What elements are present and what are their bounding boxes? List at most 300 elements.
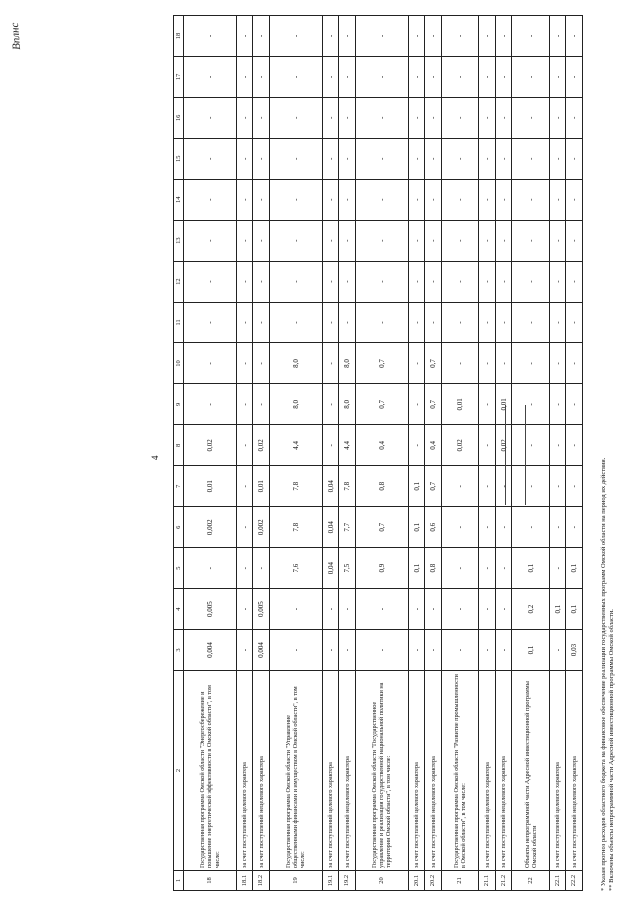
value-cell: -	[512, 507, 549, 548]
value-cell: 0,4	[355, 425, 408, 466]
table-row	[441, 16, 478, 891]
value-cell: -	[495, 630, 512, 671]
value-cell: 0,02	[253, 425, 270, 466]
value-cell: 0,004	[184, 630, 237, 671]
table-row	[425, 16, 442, 891]
value-cell: -	[479, 466, 496, 507]
value-cell: -	[322, 302, 339, 343]
row-number: 20.1	[408, 871, 425, 891]
value-cell: -	[441, 179, 478, 220]
value-cell: -	[236, 97, 253, 138]
value-cell: -	[495, 261, 512, 302]
row-number: 22.1	[549, 871, 566, 891]
value-cell: -	[355, 220, 408, 261]
value-cell: -	[512, 466, 549, 507]
value-cell: -	[425, 179, 442, 220]
row-description: за счет поступлений нецелевого характера	[495, 671, 512, 871]
value-cell: -	[495, 589, 512, 630]
value-cell: -	[253, 220, 270, 261]
value-cell: 8,0	[269, 343, 322, 384]
value-cell: 0,04	[322, 466, 339, 507]
value-cell: -	[495, 16, 512, 57]
value-cell: -	[549, 630, 566, 671]
value-cell: 7,7	[339, 507, 356, 548]
value-cell: -	[408, 425, 425, 466]
forecast-table	[173, 15, 583, 891]
header-cell: 1	[174, 871, 184, 891]
value-cell: 0,02	[441, 425, 478, 466]
value-cell: 0,03	[566, 630, 583, 671]
value-cell: 0,7	[425, 466, 442, 507]
value-cell: -	[495, 220, 512, 261]
value-cell: -	[549, 220, 566, 261]
row-description: за счет поступлений целевого характера	[408, 671, 425, 871]
value-cell: -	[355, 179, 408, 220]
value-cell: -	[479, 302, 496, 343]
table-row	[184, 16, 237, 891]
table-row	[495, 16, 512, 891]
value-cell: -	[479, 179, 496, 220]
value-cell: 0,1	[566, 589, 583, 630]
value-cell: -	[355, 138, 408, 179]
row-number: 19.2	[339, 871, 356, 891]
row-description: за счет поступлений нецелевого характера	[339, 671, 356, 871]
page-number: 4	[150, 455, 160, 460]
value-cell: 0,02	[495, 425, 512, 466]
value-cell: -	[236, 630, 253, 671]
table-row	[549, 16, 566, 891]
value-cell: -	[322, 425, 339, 466]
value-cell: -	[322, 589, 339, 630]
value-cell: 0,004	[253, 630, 270, 671]
value-cell: -	[236, 302, 253, 343]
value-cell: -	[269, 261, 322, 302]
value-cell: 8,0	[339, 384, 356, 425]
value-cell: -	[512, 343, 549, 384]
value-cell: 4,4	[339, 425, 356, 466]
row-number: 20	[355, 871, 408, 891]
value-cell: -	[512, 179, 549, 220]
row-description: за счет поступлений целевого характера	[549, 671, 566, 871]
value-cell: 4,4	[269, 425, 322, 466]
value-cell: 0,005	[184, 589, 237, 630]
value-cell: 7,8	[269, 507, 322, 548]
value-cell: -	[184, 138, 237, 179]
value-cell: -	[322, 179, 339, 220]
value-cell: -	[512, 261, 549, 302]
value-cell: 7,8	[269, 466, 322, 507]
value-cell: -	[184, 384, 237, 425]
row-description: Государственная программа Омской области "Энергосбережение и повышение энергетической эффективности в Омской области", в том числе:	[184, 671, 237, 871]
value-cell: -	[408, 16, 425, 57]
value-cell: -	[184, 302, 237, 343]
value-cell: -	[479, 16, 496, 57]
value-cell: -	[549, 261, 566, 302]
value-cell: -	[269, 138, 322, 179]
value-cell: -	[441, 16, 478, 57]
value-cell: -	[253, 179, 270, 220]
value-cell: -	[549, 179, 566, 220]
value-cell: -	[269, 302, 322, 343]
header-cell: 2	[174, 671, 184, 871]
value-cell: 0,8	[425, 548, 442, 589]
value-cell: -	[408, 384, 425, 425]
value-cell: -	[355, 56, 408, 97]
value-cell: -	[512, 16, 549, 57]
value-cell: -	[269, 589, 322, 630]
value-cell: -	[236, 261, 253, 302]
value-cell: 0,6	[425, 507, 442, 548]
value-cell: -	[495, 466, 512, 507]
value-cell: -	[339, 220, 356, 261]
header-cell: 17	[174, 56, 184, 97]
value-cell: -	[339, 261, 356, 302]
row-description: за счет поступлений нецелевого характера	[566, 671, 583, 871]
value-cell: -	[566, 56, 583, 97]
value-cell: -	[184, 56, 237, 97]
signature: Вплнс	[8, 22, 24, 51]
value-cell: -	[566, 507, 583, 548]
row-number: 18	[184, 871, 237, 891]
value-cell: -	[549, 16, 566, 57]
value-cell: -	[495, 507, 512, 548]
row-description: за счет поступлений целевого характера	[322, 671, 339, 871]
value-cell: -	[566, 343, 583, 384]
value-cell: -	[236, 507, 253, 548]
value-cell: -	[269, 97, 322, 138]
value-cell: -	[269, 56, 322, 97]
value-cell: -	[253, 302, 270, 343]
value-cell: -	[408, 261, 425, 302]
value-cell: 7,6	[269, 548, 322, 589]
value-cell: -	[566, 302, 583, 343]
value-cell: -	[322, 343, 339, 384]
value-cell: -	[441, 507, 478, 548]
value-cell: -	[566, 384, 583, 425]
row-number: 21	[441, 871, 478, 891]
value-cell: -	[322, 56, 339, 97]
value-cell: -	[339, 56, 356, 97]
value-cell: -	[549, 56, 566, 97]
value-cell: 7,5	[339, 548, 356, 589]
value-cell: -	[408, 220, 425, 261]
value-cell: 0,4	[425, 425, 442, 466]
value-cell: -	[253, 97, 270, 138]
value-cell: -	[425, 302, 442, 343]
value-cell: -	[269, 220, 322, 261]
value-cell: 0,8	[355, 466, 408, 507]
value-cell: -	[253, 548, 270, 589]
value-cell: -	[269, 630, 322, 671]
value-cell: -	[408, 589, 425, 630]
value-cell: -	[441, 220, 478, 261]
value-cell: -	[408, 302, 425, 343]
row-description: Государственная программа Омской области "Развитие промышленности в Омской области", в том числе:	[441, 671, 478, 871]
value-cell: -	[355, 589, 408, 630]
value-cell: -	[322, 97, 339, 138]
value-cell: -	[512, 56, 549, 97]
value-cell: -	[512, 97, 549, 138]
value-cell: 0,1	[408, 466, 425, 507]
row-description: за счет поступлений нецелевого характера	[425, 671, 442, 871]
header-cell: 7	[174, 466, 184, 507]
value-cell: -	[479, 56, 496, 97]
table-header-row	[174, 16, 184, 891]
value-cell: 0,7	[425, 343, 442, 384]
value-cell: -	[549, 466, 566, 507]
header-cell: 4	[174, 589, 184, 630]
value-cell: 0,01	[495, 384, 512, 425]
value-cell: -	[566, 16, 583, 57]
value-cell: -	[479, 425, 496, 466]
value-cell: -	[479, 589, 496, 630]
value-cell: -	[441, 630, 478, 671]
table-row	[236, 16, 253, 891]
row-description: за счет поступлений нецелевого характера	[253, 671, 270, 871]
value-cell: -	[549, 507, 566, 548]
value-cell: -	[322, 16, 339, 57]
table-row	[322, 16, 339, 891]
value-cell: -	[495, 56, 512, 97]
value-cell: -	[441, 302, 478, 343]
value-cell: -	[253, 16, 270, 57]
value-cell: -	[425, 220, 442, 261]
header-cell: 12	[174, 261, 184, 302]
row-description: Государственная программа Омской области "Управление общественными финансами и имуществом в Омской области", в том числе:	[269, 671, 322, 871]
value-cell: 0,7	[355, 343, 408, 384]
value-cell: -	[566, 220, 583, 261]
value-cell: 0,02	[184, 425, 237, 466]
table-body	[184, 16, 583, 891]
row-number: 18.2	[253, 871, 270, 891]
value-cell: -	[339, 302, 356, 343]
header-cell: 8	[174, 425, 184, 466]
value-cell: -	[425, 16, 442, 57]
value-cell: -	[355, 16, 408, 57]
footnotes	[600, 458, 617, 891]
table-row	[479, 16, 496, 891]
header-cell: 15	[174, 138, 184, 179]
value-cell: -	[184, 343, 237, 384]
value-cell: -	[184, 548, 237, 589]
value-cell: 0,005	[253, 589, 270, 630]
value-cell: -	[236, 56, 253, 97]
header-cell: 14	[174, 179, 184, 220]
value-cell: 0,9	[355, 548, 408, 589]
value-cell: -	[479, 548, 496, 589]
value-cell: 0,04	[322, 507, 339, 548]
value-cell: -	[408, 56, 425, 97]
value-cell: -	[549, 302, 566, 343]
value-cell: 0,04	[322, 548, 339, 589]
row-description: Объекты непрограммной части Адресной инвестиционной программы Омской области	[512, 671, 549, 871]
value-cell: -	[566, 138, 583, 179]
value-cell: -	[512, 384, 549, 425]
value-cell: -	[322, 261, 339, 302]
value-cell: -	[479, 261, 496, 302]
value-cell: 0,1	[566, 548, 583, 589]
value-cell: -	[441, 56, 478, 97]
value-cell: -	[566, 466, 583, 507]
table-row	[408, 16, 425, 891]
value-cell: 0,002	[184, 507, 237, 548]
value-cell: -	[355, 97, 408, 138]
header-cell: 10	[174, 343, 184, 384]
value-cell: -	[339, 97, 356, 138]
value-cell: 0,01	[441, 384, 478, 425]
value-cell: 0,1	[512, 630, 549, 671]
value-cell: -	[425, 261, 442, 302]
value-cell: -	[549, 425, 566, 466]
value-cell: -	[269, 179, 322, 220]
row-number: 20.2	[425, 871, 442, 891]
value-cell: 0,1	[408, 548, 425, 589]
value-cell: -	[512, 220, 549, 261]
value-cell: -	[566, 179, 583, 220]
value-cell: -	[236, 425, 253, 466]
value-cell: -	[339, 138, 356, 179]
value-cell: -	[339, 16, 356, 57]
value-cell: -	[408, 179, 425, 220]
header-cell: 16	[174, 97, 184, 138]
value-cell: -	[236, 220, 253, 261]
value-cell: -	[408, 630, 425, 671]
value-cell: -	[408, 343, 425, 384]
value-cell: -	[441, 138, 478, 179]
value-cell: -	[184, 179, 237, 220]
row-description: за счет поступлений целевого характера	[236, 671, 253, 871]
value-cell: -	[236, 466, 253, 507]
table-row	[566, 16, 583, 891]
value-cell: -	[495, 179, 512, 220]
value-cell: -	[339, 179, 356, 220]
value-cell: -	[253, 261, 270, 302]
value-cell: -	[495, 302, 512, 343]
value-cell: -	[355, 261, 408, 302]
value-cell: -	[322, 138, 339, 179]
value-cell: -	[512, 302, 549, 343]
value-cell: -	[441, 548, 478, 589]
value-cell: -	[236, 384, 253, 425]
value-cell: -	[408, 97, 425, 138]
value-cell: -	[479, 97, 496, 138]
divider-line	[505, 405, 506, 505]
divider-line	[525, 405, 526, 505]
row-number: 21.2	[495, 871, 512, 891]
value-cell: -	[549, 138, 566, 179]
value-cell: -	[236, 343, 253, 384]
value-cell: -	[355, 630, 408, 671]
value-cell: 7,8	[339, 466, 356, 507]
row-number: 22.2	[566, 871, 583, 891]
value-cell: -	[495, 138, 512, 179]
value-cell: -	[479, 343, 496, 384]
value-cell: -	[479, 384, 496, 425]
value-cell: 0,01	[253, 466, 270, 507]
value-cell: -	[512, 138, 549, 179]
value-cell: -	[408, 138, 425, 179]
value-cell: -	[253, 384, 270, 425]
value-cell: -	[322, 220, 339, 261]
value-cell: -	[549, 384, 566, 425]
value-cell: -	[479, 220, 496, 261]
value-cell: -	[425, 56, 442, 97]
value-cell: -	[479, 138, 496, 179]
value-cell: -	[184, 16, 237, 57]
value-cell: -	[566, 261, 583, 302]
header-cell: 5	[174, 548, 184, 589]
value-cell: 0,1	[512, 548, 549, 589]
value-cell: -	[236, 138, 253, 179]
value-cell: 0,1	[408, 507, 425, 548]
row-number: 21.1	[479, 871, 496, 891]
value-cell: -	[479, 507, 496, 548]
value-cell: -	[425, 138, 442, 179]
value-cell: 0,01	[184, 466, 237, 507]
row-number: 22	[512, 871, 549, 891]
value-cell: -	[566, 425, 583, 466]
value-cell: -	[253, 138, 270, 179]
table-row	[269, 16, 322, 891]
footnote-2: ** Включены объекты непрограммной части Адресной инвестиционной программы Омской области.	[608, 609, 616, 891]
row-number: 19.1	[322, 871, 339, 891]
table-row	[512, 16, 549, 891]
value-cell: -	[253, 56, 270, 97]
value-cell: -	[322, 384, 339, 425]
value-cell: -	[441, 466, 478, 507]
value-cell: -	[253, 343, 270, 384]
value-cell: -	[339, 630, 356, 671]
value-cell: 8,0	[269, 384, 322, 425]
footnote-1: * Указан прогноз расходов областного бюджета на финансовое обеспечение реализации государственных программ Омской области на период их действия.	[600, 457, 607, 891]
header-cell: 18	[174, 16, 184, 57]
row-number: 19	[269, 871, 322, 891]
header-cell: 13	[174, 220, 184, 261]
value-cell: 0,7	[355, 507, 408, 548]
value-cell: -	[495, 548, 512, 589]
table-row	[339, 16, 356, 891]
value-cell: -	[495, 97, 512, 138]
value-cell: -	[184, 220, 237, 261]
table-row	[253, 16, 270, 891]
value-cell: 0,002	[253, 507, 270, 548]
value-cell: -	[425, 589, 442, 630]
value-cell: -	[549, 548, 566, 589]
value-cell: 0,2	[512, 589, 549, 630]
value-cell: -	[441, 261, 478, 302]
value-cell: 0,1	[549, 589, 566, 630]
value-cell: 0,7	[355, 384, 408, 425]
value-cell: -	[236, 589, 253, 630]
value-cell: -	[495, 343, 512, 384]
value-cell: -	[425, 630, 442, 671]
table-row	[355, 16, 408, 891]
value-cell: -	[184, 97, 237, 138]
value-cell: -	[184, 261, 237, 302]
value-cell: -	[566, 97, 583, 138]
value-cell: -	[322, 630, 339, 671]
value-cell: 8,0	[339, 343, 356, 384]
header-cell: 3	[174, 630, 184, 671]
value-cell: -	[549, 97, 566, 138]
value-cell: -	[441, 97, 478, 138]
value-cell: 0,7	[425, 384, 442, 425]
value-cell: -	[355, 302, 408, 343]
value-cell: -	[425, 97, 442, 138]
value-cell: -	[339, 589, 356, 630]
header-cell: 11	[174, 302, 184, 343]
header-cell: 6	[174, 507, 184, 548]
